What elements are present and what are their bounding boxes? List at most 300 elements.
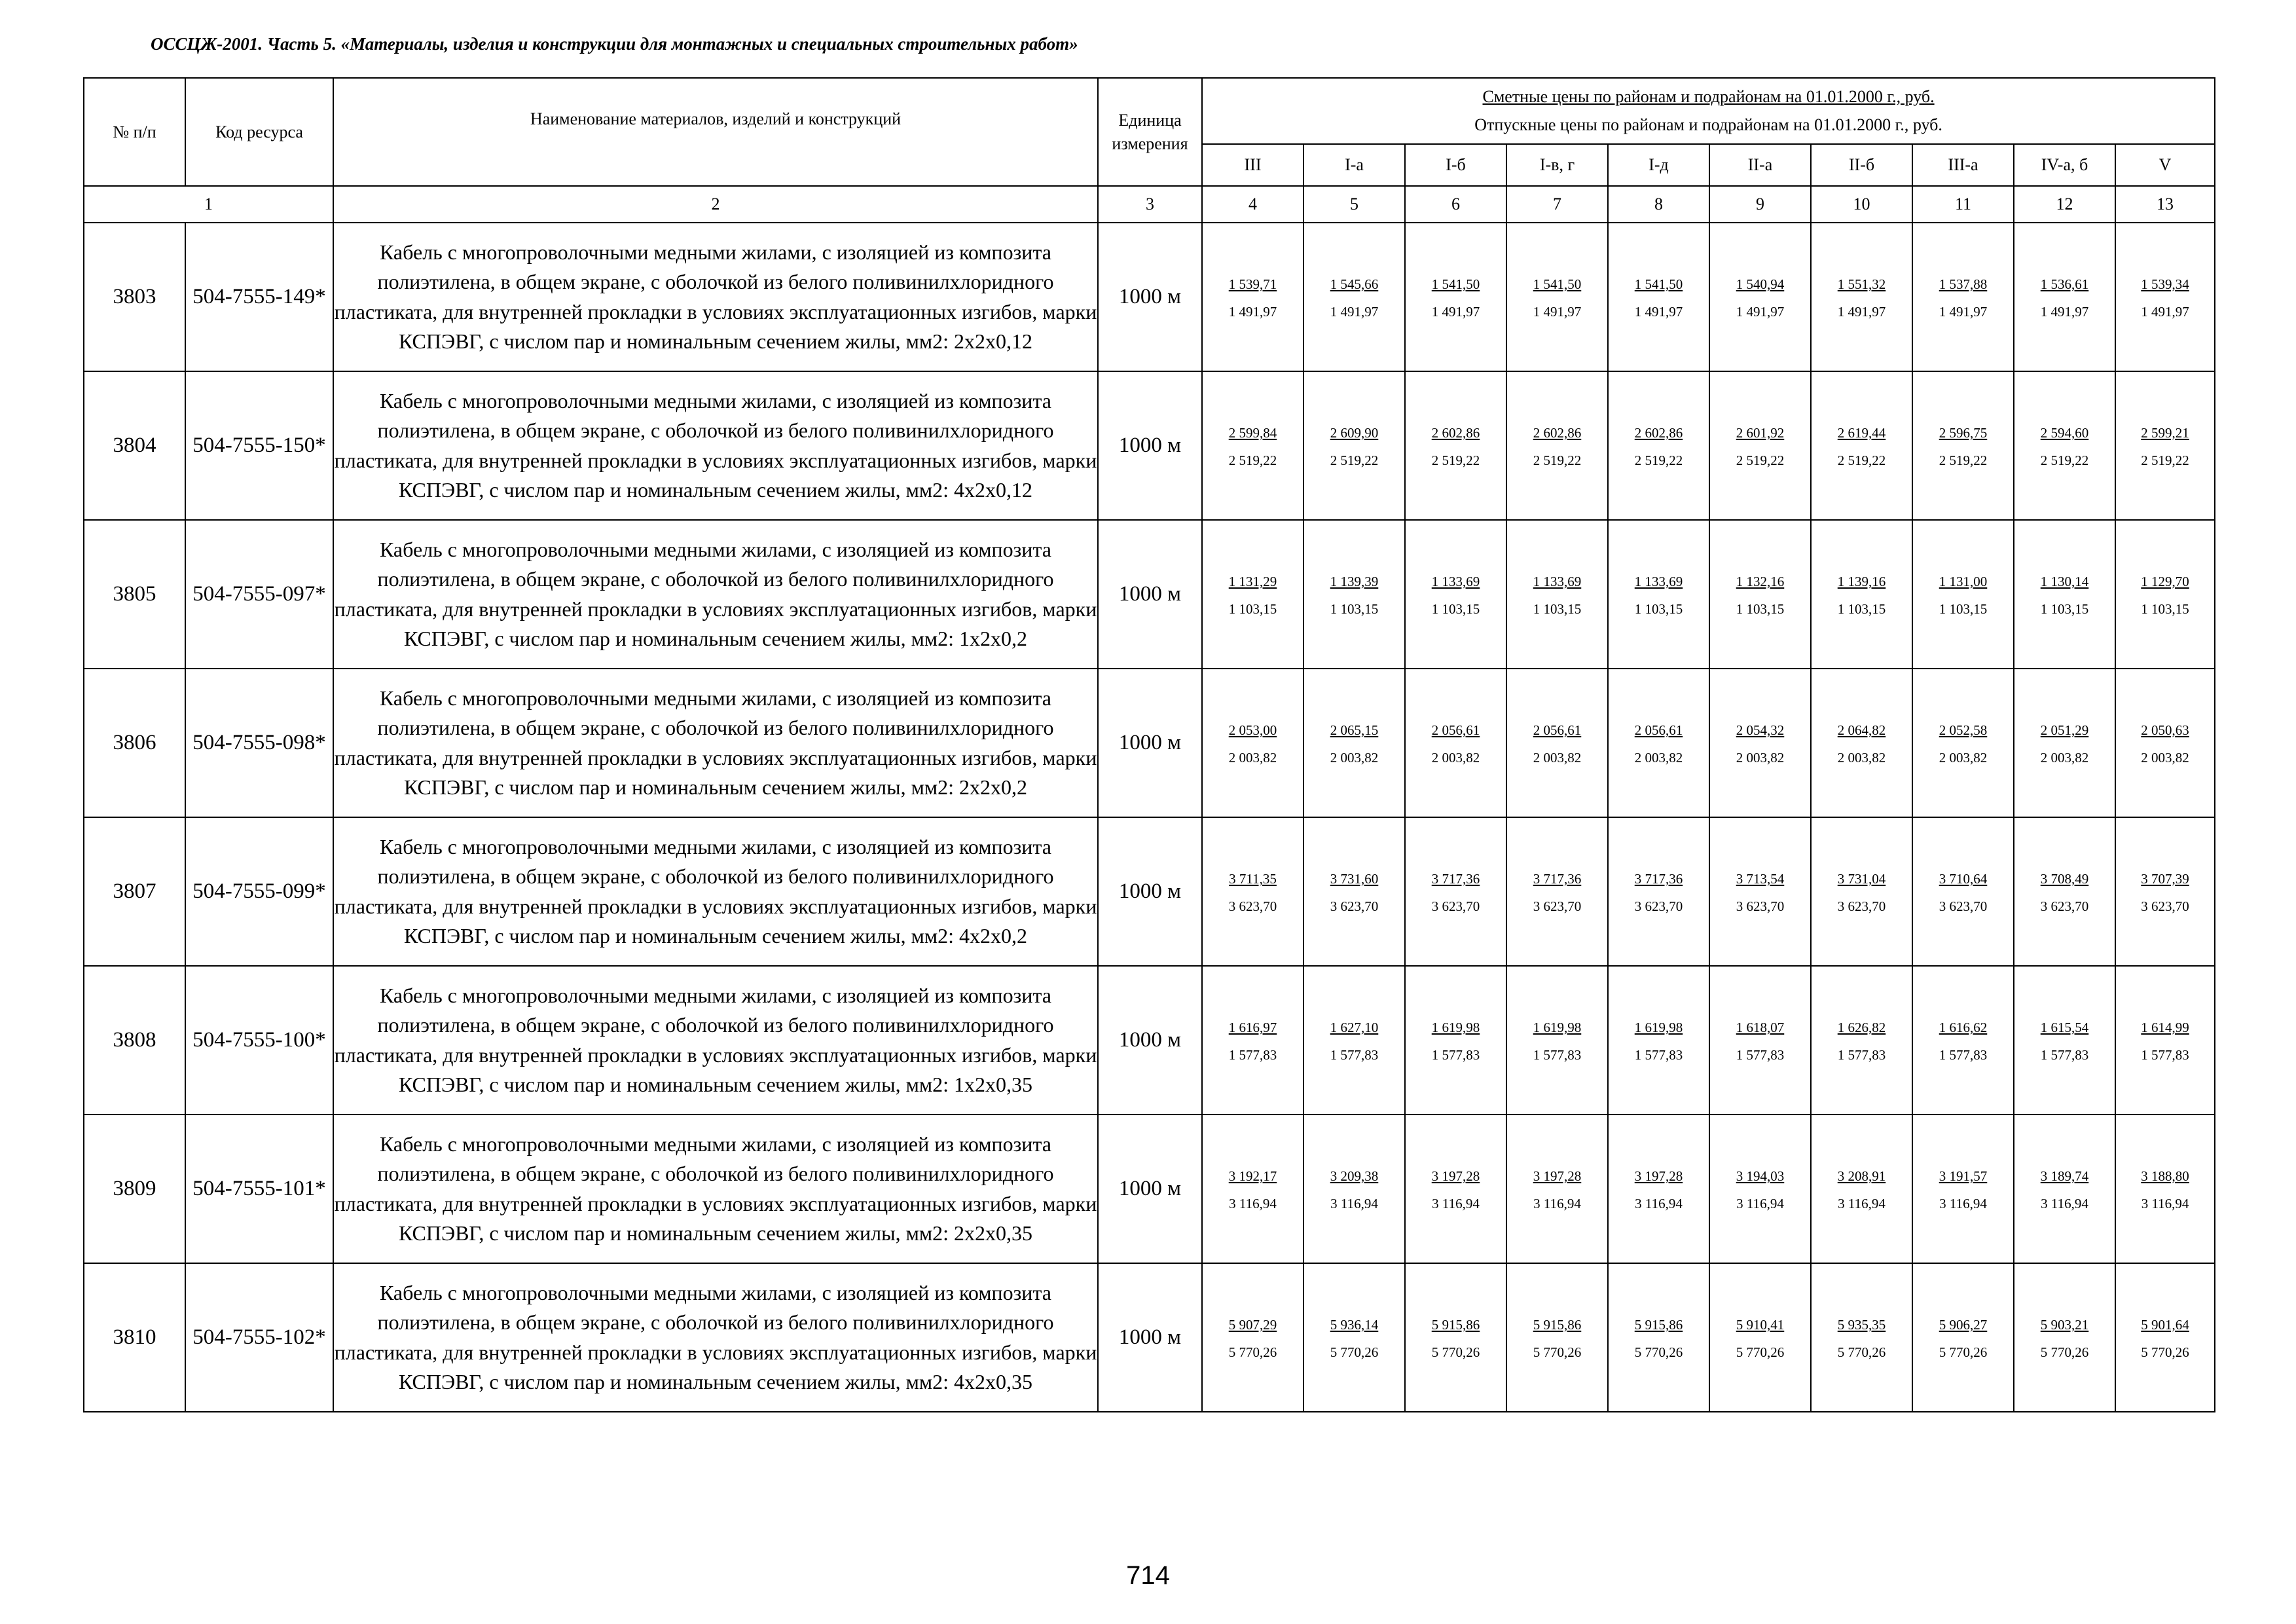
table-row bbox=[84, 371, 2215, 520]
price-cell bbox=[2014, 520, 2115, 669]
resource-code: 504-7555-101* bbox=[185, 1115, 333, 1263]
release-price: 1 103,15 bbox=[2141, 601, 2189, 617]
column-number: 10 bbox=[1811, 186, 1912, 223]
material-name: Кабель с многопроволочными медными жилами, с изоляцией из композита полиэтилена, в общем экране, с оболочкой из белого поливинилхлоридного пластиката, для внутренней прокладки в условиях эксплуатационных изгибов, марки КСПЭВГ, с числом пар и номинальным сечением жилы, мм2: 4х2х0,12 bbox=[333, 371, 1098, 520]
price-cell bbox=[1912, 371, 2014, 520]
estimate-price: 1 615,54 bbox=[2040, 1019, 2089, 1035]
release-price: 1 103,15 bbox=[2040, 601, 2089, 617]
price-cell bbox=[1303, 520, 1405, 669]
release-price: 2 003,82 bbox=[1533, 750, 1582, 766]
estimate-price: 2 609,90 bbox=[1330, 424, 1379, 441]
release-price: 2 519,22 bbox=[2141, 452, 2189, 468]
header-num: № п/п bbox=[84, 78, 185, 186]
price-cell bbox=[1405, 223, 1506, 371]
estimate-price: 2 599,21 bbox=[2141, 424, 2189, 441]
price-cell bbox=[1405, 669, 1506, 817]
price-cell bbox=[2014, 371, 2115, 520]
estimate-price: 1 616,97 bbox=[1228, 1019, 1277, 1035]
price-cell bbox=[2115, 223, 2215, 371]
release-price: 2 003,82 bbox=[1837, 750, 1886, 766]
estimate-price: 2 594,60 bbox=[2040, 424, 2089, 441]
release-price: 3 116,94 bbox=[1432, 1196, 1480, 1211]
header-prices bbox=[1202, 78, 2215, 144]
release-price: 1 577,83 bbox=[1533, 1047, 1582, 1063]
estimate-price: 2 050,63 bbox=[2141, 722, 2189, 738]
estimate-price: 5 915,86 bbox=[1533, 1316, 1582, 1333]
release-price: 1 577,83 bbox=[1837, 1047, 1886, 1063]
region-header: I-в, г bbox=[1506, 144, 1608, 186]
release-price: 3 623,70 bbox=[1533, 898, 1582, 914]
material-name: Кабель с многопроволочными медными жилами, с изоляцией из композита полиэтилена, в общем экране, с оболочкой из белого поливинилхлоридного пластиката, для внутренней прокладки в условиях эксплуатационных изгибов, марки КСПЭВГ, с числом пар и номинальным сечением жилы, мм2: 2х2х0,35 bbox=[333, 1115, 1098, 1263]
release-price: 1 491,97 bbox=[1533, 304, 1582, 320]
release-price: 5 770,26 bbox=[1736, 1344, 1785, 1360]
release-price: 1 577,83 bbox=[2040, 1047, 2089, 1063]
release-price: 2 519,22 bbox=[1228, 452, 1277, 468]
estimate-price: 5 903,21 bbox=[2040, 1316, 2089, 1333]
price-cell bbox=[1709, 966, 1811, 1115]
unit-of-measure: 1000 м bbox=[1098, 1115, 1202, 1263]
region-header: III-а bbox=[1912, 144, 2014, 186]
price-cell bbox=[1405, 371, 1506, 520]
price-cell bbox=[1608, 1263, 1709, 1412]
table-row bbox=[84, 223, 2215, 371]
price-cell bbox=[1608, 520, 1709, 669]
price-cell bbox=[1405, 966, 1506, 1115]
estimate-price: 3 194,03 bbox=[1736, 1168, 1785, 1184]
table-row bbox=[84, 1115, 2215, 1263]
price-cell bbox=[2014, 669, 2115, 817]
estimate-price: 3 717,36 bbox=[1431, 870, 1480, 887]
release-price: 1 103,15 bbox=[1634, 601, 1683, 617]
price-table bbox=[83, 77, 2215, 1412]
column-number: 8 bbox=[1608, 186, 1709, 223]
estimate-price: 2 602,86 bbox=[1634, 424, 1683, 441]
estimate-price: 2 056,61 bbox=[1431, 722, 1480, 738]
release-price: 2 003,82 bbox=[1431, 750, 1480, 766]
release-price: 2 003,82 bbox=[1228, 750, 1277, 766]
estimate-price: 1 139,39 bbox=[1330, 573, 1379, 589]
price-cell bbox=[1405, 1263, 1506, 1412]
release-price: 1 103,15 bbox=[1939, 601, 1988, 617]
release-price: 2 519,22 bbox=[1634, 452, 1683, 468]
price-cell bbox=[2115, 1263, 2215, 1412]
price-cell bbox=[2014, 1263, 2115, 1412]
release-price: 1 577,83 bbox=[1228, 1047, 1277, 1063]
price-cell bbox=[1506, 520, 1608, 669]
price-cell bbox=[1506, 223, 1608, 371]
price-cell bbox=[1506, 966, 1608, 1115]
price-cell bbox=[2014, 966, 2115, 1115]
release-price: 3 116,94 bbox=[2141, 1196, 2189, 1211]
estimate-price: 5 936,14 bbox=[1330, 1316, 1379, 1333]
estimate-price: 2 601,92 bbox=[1736, 424, 1785, 441]
table-row bbox=[84, 1263, 2215, 1412]
price-cell bbox=[1709, 223, 1811, 371]
row-number: 3810 bbox=[84, 1263, 185, 1412]
estimate-price: 1 551,32 bbox=[1837, 276, 1886, 292]
release-price: 2 519,22 bbox=[1330, 452, 1379, 468]
header-prices-release: Отпускные цены по районам и подрайонам на 01.01.2000 г., руб. bbox=[1474, 115, 1942, 134]
price-cell bbox=[2115, 1115, 2215, 1263]
release-price: 1 491,97 bbox=[1939, 304, 1988, 320]
table-row bbox=[84, 669, 2215, 817]
estimate-price: 1 133,69 bbox=[1431, 573, 1480, 589]
unit-of-measure: 1000 м bbox=[1098, 371, 1202, 520]
region-header: V bbox=[2115, 144, 2215, 186]
price-cell bbox=[1506, 817, 1608, 966]
estimate-price: 1 619,98 bbox=[1533, 1019, 1582, 1035]
resource-code: 504-7555-149* bbox=[185, 223, 333, 371]
estimate-price: 3 710,64 bbox=[1939, 870, 1988, 887]
price-cell bbox=[1912, 1115, 2014, 1263]
release-price: 2 003,82 bbox=[1634, 750, 1683, 766]
release-price: 5 770,26 bbox=[1330, 1344, 1379, 1360]
estimate-price: 2 056,61 bbox=[1533, 722, 1582, 738]
estimate-price: 3 197,28 bbox=[1533, 1168, 1582, 1184]
release-price: 1 577,83 bbox=[1330, 1047, 1379, 1063]
release-price: 3 116,94 bbox=[1229, 1196, 1277, 1211]
estimate-price: 1 539,34 bbox=[2141, 276, 2189, 292]
price-cell bbox=[2014, 223, 2115, 371]
release-price: 3 623,70 bbox=[1837, 898, 1886, 914]
price-cell bbox=[1202, 817, 1303, 966]
estimate-price: 3 189,74 bbox=[2040, 1168, 2089, 1184]
price-cell bbox=[1912, 1263, 2014, 1412]
release-price: 3 623,70 bbox=[1228, 898, 1277, 914]
price-cell bbox=[1202, 966, 1303, 1115]
row-number: 3804 bbox=[84, 371, 185, 520]
release-price: 1 491,97 bbox=[2141, 304, 2189, 320]
estimate-price: 2 596,75 bbox=[1939, 424, 1988, 441]
column-number: 12 bbox=[2014, 186, 2115, 223]
row-number: 3803 bbox=[84, 223, 185, 371]
estimate-price: 1 541,50 bbox=[1634, 276, 1683, 292]
estimate-price: 1 545,66 bbox=[1330, 276, 1379, 292]
estimate-price: 1 541,50 bbox=[1431, 276, 1480, 292]
release-price: 2 003,82 bbox=[2141, 750, 2189, 766]
material-name: Кабель с многопроволочными медными жилами, с изоляцией из композита полиэтилена, в общем экране, с оболочкой из белого поливинилхлоридного пластиката, для внутренней прокладки в условиях эксплуатационных изгибов, марки КСПЭВГ, с числом пар и номинальным сечением жилы, мм2: 1х2х0,35 bbox=[333, 966, 1098, 1115]
estimate-price: 3 707,39 bbox=[2141, 870, 2189, 887]
estimate-price: 1 539,71 bbox=[1228, 276, 1277, 292]
release-price: 2 003,82 bbox=[1330, 750, 1379, 766]
release-price: 1 577,83 bbox=[1736, 1047, 1785, 1063]
price-cell bbox=[1912, 520, 2014, 669]
material-name: Кабель с многопроволочными медными жилами, с изоляцией из композита полиэтилена, в общем экране, с оболочкой из белого поливинилхлоридного пластиката, для внутренней прокладки в условиях эксплуатационных изгибов, марки КСПЭВГ, с числом пар и номинальным сечением жилы, мм2: 2х2х0,12 bbox=[333, 223, 1098, 371]
price-cell bbox=[1405, 520, 1506, 669]
release-price: 1 491,97 bbox=[2040, 304, 2089, 320]
estimate-price: 3 197,28 bbox=[1634, 1168, 1683, 1184]
region-header: I-д bbox=[1608, 144, 1709, 186]
release-price: 2 003,82 bbox=[1736, 750, 1785, 766]
resource-code: 504-7555-099* bbox=[185, 817, 333, 966]
estimate-price: 2 602,86 bbox=[1431, 424, 1480, 441]
region-header: III bbox=[1202, 144, 1303, 186]
estimate-price: 5 935,35 bbox=[1837, 1316, 1886, 1333]
release-price: 1 103,15 bbox=[1533, 601, 1582, 617]
estimate-price: 3 731,04 bbox=[1837, 870, 1886, 887]
price-cell bbox=[1506, 1115, 1608, 1263]
price-cell bbox=[1811, 817, 1912, 966]
unit-of-measure: 1000 м bbox=[1098, 966, 1202, 1115]
table-row bbox=[84, 817, 2215, 966]
release-price: 1 491,97 bbox=[1431, 304, 1480, 320]
price-cell bbox=[2115, 966, 2215, 1115]
estimate-price: 1 129,70 bbox=[2141, 573, 2189, 589]
estimate-price: 3 188,80 bbox=[2141, 1168, 2189, 1184]
region-header: II-б bbox=[1811, 144, 1912, 186]
release-price: 1 491,97 bbox=[1228, 304, 1277, 320]
estimate-price: 5 907,29 bbox=[1228, 1316, 1277, 1333]
estimate-price: 1 131,29 bbox=[1228, 573, 1277, 589]
price-cell bbox=[2115, 669, 2215, 817]
release-price: 5 770,26 bbox=[1533, 1344, 1582, 1360]
release-price: 5 770,26 bbox=[1939, 1344, 1988, 1360]
resource-code: 504-7555-102* bbox=[185, 1263, 333, 1412]
price-cell bbox=[1303, 817, 1405, 966]
release-price: 2 519,22 bbox=[1939, 452, 1988, 468]
price-cell bbox=[1709, 1115, 1811, 1263]
resource-code: 504-7555-150* bbox=[185, 371, 333, 520]
release-price: 1 491,97 bbox=[1634, 304, 1683, 320]
release-price: 2 003,82 bbox=[2040, 750, 2089, 766]
price-cell bbox=[1709, 371, 1811, 520]
release-price: 1 491,97 bbox=[1330, 304, 1379, 320]
release-price: 1 577,83 bbox=[1634, 1047, 1683, 1063]
price-cell bbox=[1202, 371, 1303, 520]
estimate-price: 5 915,86 bbox=[1431, 1316, 1480, 1333]
estimate-price: 3 192,17 bbox=[1228, 1168, 1277, 1184]
release-price: 1 491,97 bbox=[1736, 304, 1785, 320]
release-price: 3 116,94 bbox=[2041, 1196, 2088, 1211]
price-cell bbox=[1811, 669, 1912, 817]
price-cell bbox=[1405, 817, 1506, 966]
release-price: 5 770,26 bbox=[1837, 1344, 1886, 1360]
release-price: 5 770,26 bbox=[1228, 1344, 1277, 1360]
price-cell bbox=[1811, 520, 1912, 669]
column-number: 4 bbox=[1202, 186, 1303, 223]
price-cell bbox=[1912, 966, 2014, 1115]
price-cell bbox=[1912, 223, 2014, 371]
material-name: Кабель с многопроволочными медными жилами, с изоляцией из композита полиэтилена, в общем экране, с оболочкой из белого поливинилхлоридного пластиката, для внутренней прокладки в условиях эксплуатационных изгибов, марки КСПЭВГ, с числом пар и номинальным сечением жилы, мм2: 4х2х0,35 bbox=[333, 1263, 1098, 1412]
price-cell bbox=[1405, 1115, 1506, 1263]
estimate-price: 2 619,44 bbox=[1837, 424, 1886, 441]
estimate-price: 2 051,29 bbox=[2040, 722, 2089, 738]
row-number: 3807 bbox=[84, 817, 185, 966]
column-number: 5 bbox=[1303, 186, 1405, 223]
price-cell bbox=[1202, 223, 1303, 371]
release-price: 3 116,94 bbox=[1533, 1196, 1581, 1211]
price-cell bbox=[1202, 669, 1303, 817]
release-price: 2 519,22 bbox=[1431, 452, 1480, 468]
release-price: 3 116,94 bbox=[1939, 1196, 1987, 1211]
header-code: Код ресурса bbox=[185, 78, 333, 186]
column-number: 7 bbox=[1506, 186, 1608, 223]
estimate-price: 3 208,91 bbox=[1837, 1168, 1886, 1184]
release-price: 2 519,22 bbox=[2040, 452, 2089, 468]
row-number: 3809 bbox=[84, 1115, 185, 1263]
header-prices-estimate: Сметные цены по районам и подрайонам на 01.01.2000 г., руб. bbox=[1482, 86, 1935, 106]
unit-of-measure: 1000 м bbox=[1098, 223, 1202, 371]
estimate-price: 1 537,88 bbox=[1939, 276, 1988, 292]
column-number: 11 bbox=[1912, 186, 2014, 223]
price-cell bbox=[1811, 966, 1912, 1115]
estimate-price: 1 540,94 bbox=[1736, 276, 1785, 292]
release-price: 1 491,97 bbox=[1837, 304, 1886, 320]
estimate-price: 5 906,27 bbox=[1939, 1316, 1988, 1333]
release-price: 3 116,94 bbox=[1635, 1196, 1683, 1211]
price-cell bbox=[2115, 817, 2215, 966]
unit-of-measure: 1000 м bbox=[1098, 1263, 1202, 1412]
release-price: 1 103,15 bbox=[1736, 601, 1785, 617]
row-number: 3806 bbox=[84, 669, 185, 817]
column-number: 3 bbox=[1098, 186, 1202, 223]
header-unit: Единица измерения bbox=[1098, 78, 1202, 186]
price-cell bbox=[1202, 1263, 1303, 1412]
price-cell bbox=[1608, 371, 1709, 520]
row-number: 3805 bbox=[84, 520, 185, 669]
price-cell bbox=[1608, 966, 1709, 1115]
header-name: Наименование материалов, изделий и конструкций bbox=[333, 78, 1098, 186]
release-price: 1 577,83 bbox=[1431, 1047, 1480, 1063]
release-price: 5 770,26 bbox=[2040, 1344, 2089, 1360]
release-price: 1 577,83 bbox=[1939, 1047, 1988, 1063]
release-price: 5 770,26 bbox=[2141, 1344, 2189, 1360]
region-header: IV-а, б bbox=[2014, 144, 2115, 186]
estimate-price: 1 619,98 bbox=[1634, 1019, 1683, 1035]
column-number: 6 bbox=[1405, 186, 1506, 223]
page-number: 714 bbox=[1126, 1561, 1170, 1590]
estimate-price: 5 910,41 bbox=[1736, 1316, 1785, 1333]
price-cell bbox=[2115, 371, 2215, 520]
price-cell bbox=[1709, 817, 1811, 966]
estimate-price: 2 053,00 bbox=[1228, 722, 1277, 738]
price-cell bbox=[1303, 1115, 1405, 1263]
price-cell bbox=[1811, 371, 1912, 520]
estimate-price: 1 131,00 bbox=[1939, 573, 1988, 589]
price-cell bbox=[1608, 817, 1709, 966]
region-header: II-а bbox=[1709, 144, 1811, 186]
row-number: 3808 bbox=[84, 966, 185, 1115]
unit-of-measure: 1000 м bbox=[1098, 669, 1202, 817]
price-cell bbox=[1608, 669, 1709, 817]
price-cell bbox=[1608, 223, 1709, 371]
price-cell bbox=[1912, 817, 2014, 966]
price-cell bbox=[1608, 1115, 1709, 1263]
estimate-price: 2 602,86 bbox=[1533, 424, 1582, 441]
price-cell bbox=[1202, 1115, 1303, 1263]
price-cell bbox=[1303, 966, 1405, 1115]
column-number: 1 bbox=[84, 186, 333, 223]
estimate-price: 3 708,49 bbox=[2040, 870, 2089, 887]
release-price: 1 103,15 bbox=[1837, 601, 1886, 617]
release-price: 3 623,70 bbox=[1431, 898, 1480, 914]
estimate-price: 2 065,15 bbox=[1330, 722, 1379, 738]
release-price: 3 116,94 bbox=[1736, 1196, 1784, 1211]
resource-code: 504-7555-097* bbox=[185, 520, 333, 669]
price-cell bbox=[1709, 520, 1811, 669]
price-cell bbox=[1506, 669, 1608, 817]
estimate-price: 1 616,62 bbox=[1939, 1019, 1988, 1035]
release-price: 1 103,15 bbox=[1330, 601, 1379, 617]
price-cell bbox=[1202, 520, 1303, 669]
region-header: I-а bbox=[1303, 144, 1405, 186]
estimate-price: 1 133,69 bbox=[1634, 573, 1683, 589]
unit-of-measure: 1000 м bbox=[1098, 817, 1202, 966]
estimate-price: 1 619,98 bbox=[1431, 1019, 1480, 1035]
price-cell bbox=[1303, 223, 1405, 371]
estimate-price: 1 614,99 bbox=[2141, 1019, 2189, 1035]
price-cell bbox=[1709, 1263, 1811, 1412]
column-number: 2 bbox=[333, 186, 1098, 223]
release-price: 5 770,26 bbox=[1634, 1344, 1683, 1360]
release-price: 3 116,94 bbox=[1838, 1196, 1886, 1211]
price-cell bbox=[1709, 669, 1811, 817]
resource-code: 504-7555-100* bbox=[185, 966, 333, 1115]
price-cell bbox=[1303, 371, 1405, 520]
release-price: 3 623,70 bbox=[1939, 898, 1988, 914]
estimate-price: 1 130,14 bbox=[2040, 573, 2089, 589]
estimate-price: 2 056,61 bbox=[1634, 722, 1683, 738]
price-cell bbox=[1811, 1115, 1912, 1263]
release-price: 5 770,26 bbox=[1431, 1344, 1480, 1360]
column-number: 9 bbox=[1709, 186, 1811, 223]
column-number: 13 bbox=[2115, 186, 2215, 223]
unit-of-measure: 1000 м bbox=[1098, 520, 1202, 669]
release-price: 3 623,70 bbox=[1634, 898, 1683, 914]
estimate-price: 3 209,38 bbox=[1330, 1168, 1379, 1184]
price-cell bbox=[1303, 1263, 1405, 1412]
estimate-price: 3 717,36 bbox=[1533, 870, 1582, 887]
release-price: 2 519,22 bbox=[1533, 452, 1582, 468]
estimate-price: 1 139,16 bbox=[1837, 573, 1886, 589]
estimate-price: 3 197,28 bbox=[1431, 1168, 1480, 1184]
price-cell bbox=[1811, 223, 1912, 371]
release-price: 1 577,83 bbox=[2141, 1047, 2189, 1063]
material-name: Кабель с многопроволочными медными жилами, с изоляцией из композита полиэтилена, в общем экране, с оболочкой из белого поливинилхлоридного пластиката, для внутренней прокладки в условиях эксплуатационных изгибов, марки КСПЭВГ, с числом пар и номинальным сечением жилы, мм2: 4х2х0,2 bbox=[333, 817, 1098, 966]
material-name: Кабель с многопроволочными медными жилами, с изоляцией из композита полиэтилена, в общем экране, с оболочкой из белого поливинилхлоридного пластиката, для внутренней прокладки в условиях эксплуатационных изгибов, марки КСПЭВГ, с числом пар и номинальным сечением жилы, мм2: 1х2х0,2 bbox=[333, 520, 1098, 669]
estimate-price: 5 915,86 bbox=[1634, 1316, 1683, 1333]
estimate-price: 2 054,32 bbox=[1736, 722, 1785, 738]
release-price: 3 623,70 bbox=[2141, 898, 2189, 914]
price-cell bbox=[1303, 669, 1405, 817]
estimate-price: 3 713,54 bbox=[1736, 870, 1785, 887]
release-price: 3 623,70 bbox=[1736, 898, 1785, 914]
estimate-price: 2 599,84 bbox=[1228, 424, 1277, 441]
release-price: 2 519,22 bbox=[1736, 452, 1785, 468]
estimate-price: 3 191,57 bbox=[1939, 1168, 1988, 1184]
estimate-price: 3 717,36 bbox=[1634, 870, 1683, 887]
estimate-price: 1 132,16 bbox=[1736, 573, 1785, 589]
estimate-price: 1 626,82 bbox=[1837, 1019, 1886, 1035]
document-title: ОССЦЖ-2001. Часть 5. «Материалы, изделия и конструкции для монтажных и специальных строительных работ» bbox=[151, 34, 1078, 54]
release-price: 3 623,70 bbox=[1330, 898, 1379, 914]
table-row bbox=[84, 966, 2215, 1115]
estimate-price: 2 052,58 bbox=[1939, 722, 1988, 738]
estimate-price: 5 901,64 bbox=[2141, 1316, 2189, 1333]
estimate-price: 1 133,69 bbox=[1533, 573, 1582, 589]
estimate-price: 1 627,10 bbox=[1330, 1019, 1379, 1035]
price-cell bbox=[2014, 817, 2115, 966]
estimate-price: 3 731,60 bbox=[1330, 870, 1379, 887]
price-cell bbox=[2014, 1115, 2115, 1263]
release-price: 2 519,22 bbox=[1837, 452, 1886, 468]
release-price: 3 623,70 bbox=[2040, 898, 2089, 914]
release-price: 2 003,82 bbox=[1939, 750, 1988, 766]
release-price: 3 116,94 bbox=[1330, 1196, 1378, 1211]
price-cell bbox=[1506, 371, 1608, 520]
estimate-price: 1 618,07 bbox=[1736, 1019, 1785, 1035]
price-cell bbox=[1506, 1263, 1608, 1412]
